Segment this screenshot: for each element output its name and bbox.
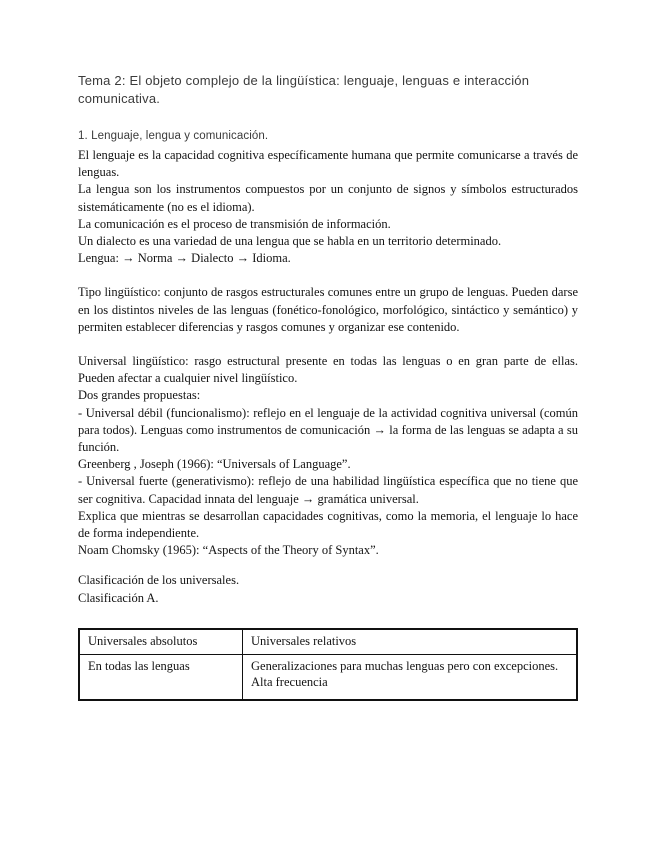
document-title: Tema 2: El objeto complejo de la lingüística: lenguaje, lenguas e interacción comunicativa. [78,73,530,106]
paragraph-nota-capacidades: Explica que mientras se desarrollan capacidades cognitivas, como la memoria, el lenguaje lo hace de forma independiente. [78,508,578,541]
paragraph-def-lengua: La lengua son los instrumentos compuestos por un conjunto de signos y símbolos estructurados sistemáticamente (no es el idioma). [78,182,578,214]
paragraph-clasificacion-a: Clasificación A. [78,590,159,605]
paragraph-def-comunicacion: La comunicación es el proceso de transmisión de información. [78,216,391,231]
table-data-row [79,655,577,701]
table-cell-line-alta-frecuencia: Alta frecuencia [251,674,328,689]
table-cell-line-generalizaciones: Generalizaciones para muchas lenguas pero con excepciones. [251,659,559,674]
paragraph-universal-fuerte: - Universal fuerte (generativismo): reflejo de una habilidad lingüística específica que no tiene que ser cognitiva. Capacidad innata del lenguaje → gramática universal. [78,474,578,506]
table-header-row [79,629,577,655]
paragraph-def-dialecto: Un dialecto es una variedad de una lengua que se habla en un territorio determinado. [78,234,502,249]
paragraph-propuestas-label: Dos grandes propuestas: [78,388,201,403]
paragraph-universal-definicion: Universal lingüístico: rasgo estructural presente en todas las lenguas o en gran parte de ellas. Pueden afectar a cualquier nivel lingüístico. [78,354,578,386]
table-header-universales-relativos: Universales relativos [243,629,578,655]
document-body [78,147,578,701]
spacer [78,267,578,284]
table-cell-en-todas-las-lenguas: En todas las lenguas [79,655,243,701]
paragraph-universal-debil: - Universal débil (funcionalismo): reflejo en el lenguaje de la actividad cognitiva universal (común para todos). Lenguas como instrumentos de comunicación → la forma de las lenguas se adapta a su función. [78,405,578,455]
paragraph-ref-greenberg: Greenberg , Joseph (1966): “Universals of Language”. [78,457,351,472]
spacer [78,336,578,353]
paragraph-tipo-linguistico: Tipo lingüístico: conjunto de rasgos estructurales comunes entre un grupo de lenguas. Pueden darse en los distintos niveles de las lenguas (fonético-fonológico, morfológico, sintáctico y semántico) y permiten establecer diferencias y rasgos comunes y organizar ese contenido. [78,285,578,334]
paragraph-def-lenguaje: El lenguaje es la capacidad cognitiva específicamente humana que permite comunicarse a través de lenguas. [78,148,578,180]
paragraph-cadena-lengua: Lengua: → Norma → Dialecto → Idioma. [78,251,291,266]
table-header-universales-absolutos: Universales absolutos [79,629,243,655]
spacer [78,559,578,572]
paragraph-clasificacion-titulo: Clasificación de los universales. [78,573,240,588]
universals-table [78,628,578,702]
table-cell-generalizaciones [243,655,578,701]
paragraph-ref-chomsky: Noam Chomsky (1965): “Aspects of the Theory of Syntax”. [78,543,379,558]
section-heading-1: 1. Lenguaje, lengua y comunicación. [78,130,269,142]
